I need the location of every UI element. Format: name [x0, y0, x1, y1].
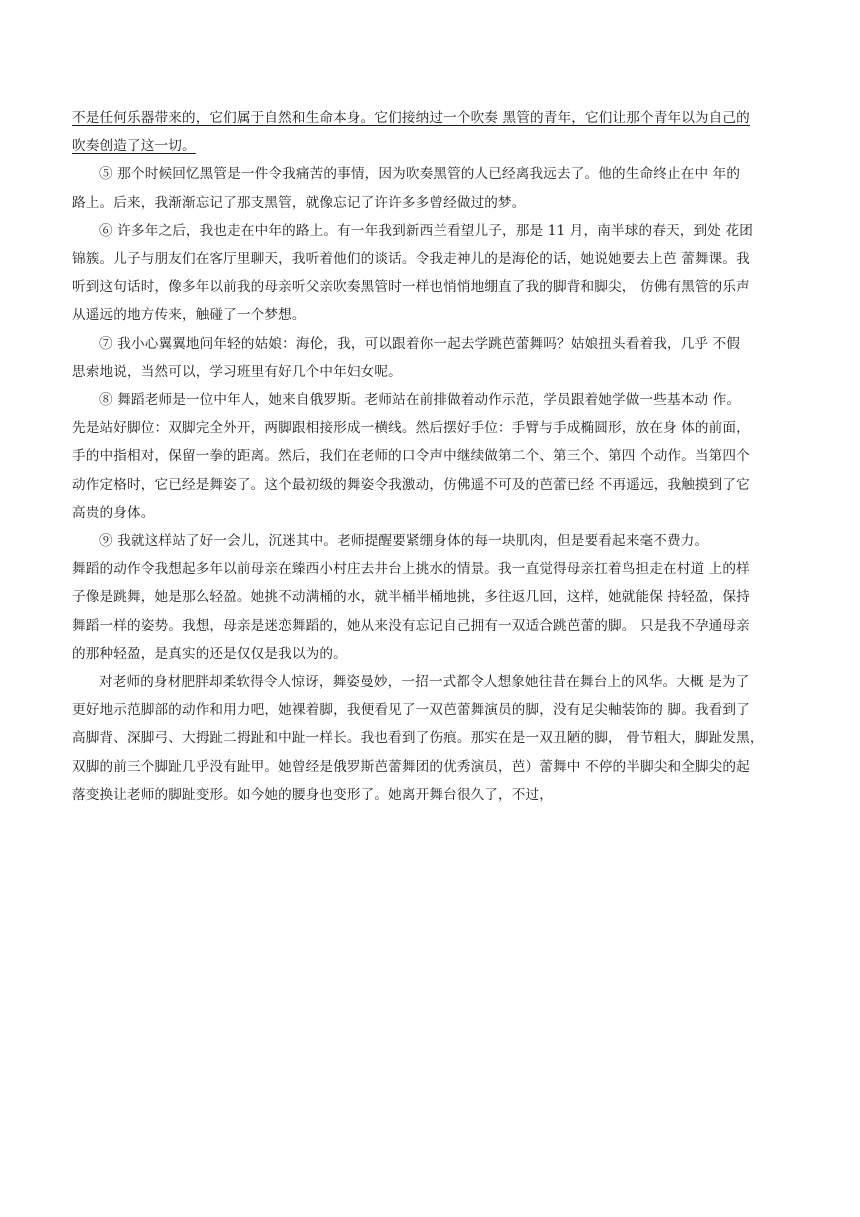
paragraph-10-start: 对老师的身材肥胖却柔软得令人惊讶，舞姿曼妙，一招一式都令人想象她往昔在舞台上的风华。大概 是为了 [99, 674, 750, 691]
paragraph-5-start: ⑤ 那个时候回忆黑管是一件令我痛苦的事情，因为吹奏黑管的人已经离我远去了。他的生命终止在中 年的 [99, 166, 741, 183]
paragraph-9-start: ⑨ 我就这样站了好一会儿，沉迷其中。老师提醒要紧绷身体的每一块肌肉，但是要看起来毫不费力。 [99, 533, 709, 550]
text-line: 听到这句话时，像多年以前我的母亲听父亲吹奏黑管时一样也悄悄地绷直了我的脚背和脚尖， 仿佛有黑管的乐声 [72, 279, 750, 296]
text-line: 吹奏创造了这一切。 [72, 138, 196, 155]
text-line: 更好地示范脚部的动作和用力吧，她裸着脚，我便看见了一双芭蕾舞演员的脚，没有足尖軸装饰的 脚。我看到了 [72, 702, 750, 719]
text-line: 子像是跳舞，她是那么轻盈。她挑不动满桶的水，就半桶半桶地挑，多往返几回，这样，她就能保 持轻盈，保持 [72, 589, 750, 606]
text-line: 从遥远的地方传来，触碰了一个梦想。 [72, 307, 306, 324]
text-line: 双脚的前三个脚趾几乎没有趾甲。她曾经是俄罗斯芭蕾舞团的优秀演员，芭）蕾舞中 不停的半脚尖和全脚尖的起 [72, 758, 750, 775]
text-line: 思索地说，当然可以，学习班里有好几个中年妇女呢。 [72, 363, 402, 380]
text-line: 锦簇。儿子与朋友们在客厅里聊天，我听着他们的谈话。令我走神儿的是海伦的话，她说她要去上芭 蕾舞课。我 [72, 251, 750, 268]
text-line: 先是站好脚位：双脚完全外开，两脚跟相接形成一横线。然后摆好手位：手臂与手成椭圆形，放在身 体的前面， [72, 420, 750, 437]
document-body [72, 104, 790, 809]
text-line: 舞蹈一样的姿势。我想，母亲是迷恋舞蹈的，她从来没有忘记自己拥有一双适合跳芭蕾的脚。 只是我不孕通母亲 [72, 617, 750, 634]
text-line: 落变换让老师的脚趾变形。如今她的腰身也变形了。她离开舞台很久了，不过， [72, 786, 554, 803]
text-line: 舞蹈的动作令我想起多年以前母亲在臻西小村庄去井台上挑水的情景。我一直觉得母亲扛着鸟担走在村道 上的样 [72, 561, 750, 578]
text-line: 动作定格时，它已经是舞姿了。这个最初级的舞姿令我激动，仿佛遥不可及的芭蕾已经 不再遥远，我触摸到了它 [72, 476, 750, 493]
text-line: 不是任何乐器带来的，它们属于自然和生命本身。它们接纳过一个吹奏 黑管的青年，它们让那个青年以为自己的 [72, 110, 750, 126]
text-line: 手的中指相对，保留一拳的距离。然后，我们在老师的口令声中继续做第二个、第三个、第四 个动作。当第四个 [72, 448, 750, 465]
text-line: 高脚背、深脚弓、大拇趾二拇趾和中趾一样长。我也看到了伤痕。那实在是一双丑陋的脚， 骨节粗大，脚趾发黑， [72, 730, 764, 747]
text-line: 的那种轻盈，是真实的还是仅仅是我以为的。 [72, 645, 347, 662]
paragraph-7-start: ⑦ 我小心翼翼地问年轻的姑娘：海伦，我，可以跟着你一起去学跳芭蕾舞吗？姑娘扭头看着我，几乎 不假 [99, 335, 741, 352]
text-line: 路上。后来，我渐渐忘记了那支黑管，就像忘记了许许多多曾经做过的梦。 [72, 194, 526, 211]
text-line: 高贵的身体。 [72, 504, 155, 521]
paragraph-6-start: ⑥ 许多年之后，我也走在中年的路上。有一年我到新西兰看望儿子，那是 11 月，南半球的春天，到处 花团 [99, 222, 753, 239]
paragraph-8-start: ⑧ 舞蹈老师是一位中年人，她来自俄罗斯。老师站在前排做着动作示范，学员跟着她学做一些基本动 作。 [99, 392, 741, 409]
